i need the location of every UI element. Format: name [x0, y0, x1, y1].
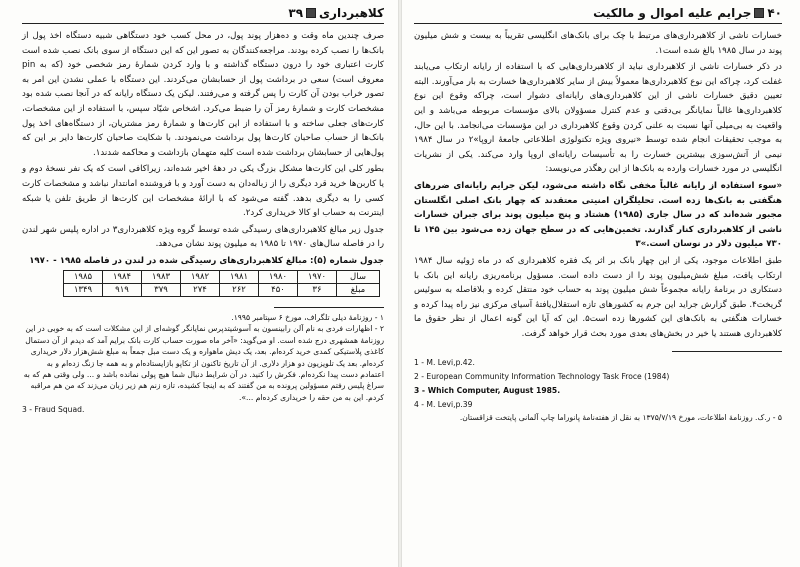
footnote: 4 - M. Levi,p.39 [414, 400, 473, 410]
footnote: 1 - M. Levi,p.42. [414, 358, 475, 368]
table-cell: ۲۷۴ [181, 283, 220, 296]
left-page-header [22, 6, 384, 24]
table-cell: ۱۹۸۲ [181, 270, 220, 283]
square-ornament-icon [306, 8, 316, 18]
right-page-header [414, 6, 782, 24]
right-page [414, 6, 782, 561]
page-number: ۴۰ [767, 6, 782, 20]
paragraph: بطور کلی این کارت‌ها مشکل بزرگ یکی در دههٔ اخیر شده‌اند، زیراکافی است که یک نفر نسخهٔ دوم و یا کاربن‌ها خرید قرد دیگری را از زباله‌دان به دست آورد و با فروشنده امانتدار نباشد و مشخصات کارت کسی را به دیگری بدهد. گفته می‌شود که با ارائهٔ مشخصات این کارت‌ها از طریق تلفن یا شبکه اینترنت به حساب او کالا خریداری کرد۲. [22, 164, 384, 219]
table-cell: ۳۷۹ [142, 283, 181, 296]
table-row [64, 283, 380, 296]
footnote-divider [274, 307, 384, 308]
footnote: 2 - European Community Information Technology Task Froce (1984) [414, 372, 670, 382]
table-title: جدول شماره (۵): مبالغ کلاهبرداری‌های رسیدگی شده در لندن در فاصله ۱۹۸۵ - ۱۹۷۰ [29, 255, 384, 266]
table-cell: ۱۹۸۰ [259, 270, 298, 283]
paragraph: در ذکر خسارات ناشی از کلاهبرداری نباید از کلاهبرداری‌هایی که با استفاده از رایانه ارتکاب می‌یابند غفلت کرد، چراکه این نوع کلاهبرداری‌ها معمولاً بیش از سایر کلاهبرداری‌ها خسارت به بار می‌آورند. البته تعیین دقیق خسارات ناشی از این کلاهبرداری‌های رایانه‌ای دشوار است، چراکه وقوع این نوع کلاهبرداری‌ها غالباً نمایانگر بی‌دقتی و عدم کنترل مسؤولان بالای مؤسسات مربوطه می‌باشد و این واقعیت به بی‌میلی آنها نسبت به علنی کردن وقوع کلاهبرداری در این مؤسسات می‌انجامد. با این حال، به موجب تحقیقات انجام شده توسط «نیروی ویژه تکنولوژی اطلاعاتی جامعهٔ اروپا»۲ در سال ۱۹۸۴ نیمی از آتش‌سوزی بیشترین خسارت را به تأسیسات رایانه‌ای اروپا وارد می‌کند. یکی از نشریات انگلیسی در مورد خسارات وارده به بانک‌ها از این رهگذر می‌نویسد: [414, 62, 782, 175]
table-cell: ۱۹۸۵ [64, 270, 103, 283]
fraud-amounts-table [63, 270, 380, 297]
right-page-body [414, 29, 782, 341]
paragraph: طبق اطلاعات موجود، یکی از این چهار بانک بر اثر یک فقره کلاهبرداری که در ماه ژوئیه سال ۱۹۸۴ ارتکاب یافت، مبلغ شش‌میلیون پوند را از دست داده است. مسؤول برنامه‌ریزی رایانه این بانک با دستکاری در برنامهٔ رایانه مجموعاً شش میلیون پوند به حساب خود منتقل کرده و بلافاصله به سوئیس گریخت۴. طبق گزارش جراید این جرم به کشورهای تازه استقلال‌یافتهٔ آسیای مرکزی نیز راه پیدا کرده و خسارات هنگفتی به بانک‌های این کشورها زده است۵. این که آیا این گونه اعمال از نظر حقوق ما کلاهبرداری هستند یا خیر در بخش‌های بعدی مورد بحث قرار خواهد گرفت. [414, 255, 783, 339]
table-cell: ۱۳۴۹ [64, 283, 103, 296]
running-title: جرایم علیه اموال و مالکیت [593, 6, 752, 20]
table-cell: ۳۶ [298, 283, 337, 296]
paragraph: جدول زیر مبالغ کلاهبرداری‌های رسیدگی شده توسط گروه ویژه کلاهبرداری۳ در اداره پلیس شهر لندن را در فاصله سال‌های ۱۹۷۰ تا ۱۹۸۵ به میلیون پوند نشان می‌دهد. [22, 224, 384, 250]
footnote: ۲ - اظهارات فردی به نام آلن رابینسون به آسوشیتدپرس نمایانگر گوشه‌ای از این مشکلات است که به خوبی در این روزنامهٔ همشهری درج شده است. او می‌گوید: «آخر ماه صورت حساب کارت بانک برایم آمد که دیدم از آن دستمال کاغذی پلاستیکی کمدی خرید کرده‌ام. بعد، یک دیش ماهواره و یک دست مبل جمعاً به مبلغ شش‌هزار دلار خریداری کرده‌ام. بعد یک تلویزیون دو هزار دلاری. از آن تاریخ تاکنون از تکاپو بازایستاده‌ام و به همه جا زنگ زده‌ام و به اعتمادم دست پیدا نکرده‌ام. فکرش را کنید. در آن شرایط دنبال شما هیچ پولی نمانده باشد و ... ولی وقتی هم که به سراغ پلیس رفتم مسؤولین پرونده به من گفتند که به اینجا کشیده، تازه زنم هم زیر زبان می‌زند که من هم مراقبه کردم. این به من حقه را خریداری کرده‌ام ...». [23, 324, 384, 402]
footnotes [414, 356, 782, 423]
table-cell: ۲۶۲ [220, 283, 259, 296]
table-cell: ۱۹۸۴ [103, 270, 142, 283]
footnotes [22, 312, 384, 417]
footnote-divider [672, 351, 782, 352]
page-number: ۳۹ [288, 6, 304, 20]
table-cell: ۱۹۸۳ [142, 270, 181, 283]
paragraph: صرف چندین ماه وقت و ده‌هزار پوند پول، در محل کسب خود دستگاهی شبیه دستگاه اخذ پول از بانک‌ها را نصب کرده بودند. مراجعه‌کنندگان به تصور این که این دستگاه از سوی بانک نصب شده است کارت اعتباری خود را درون دستگاه گذاشته و با وارد کردن شمارهٔ رمز شخصی خود (که به pin معروف است) سعی در برداشت پول از حسابشان می‌کردند. این دستگاه با عملی نشدن این امر به تصور خراب بودن آن کارت را پس گرفته و می‌رفتند. لیکن یک دستگاه رایانه که در آنجا نصب شده بود مشخصات کارت و شمارهٔ رمز آن را ضبط می‌کرد. اشخاص شیّاد سپس، با استفاده از این مشخصات، کارت‌های جعلی ساخته و با استفاده از این کارت‌ها و شمارهٔ رمز مشتریان، از دستگاه‌های اخذ پول بانک‌ها از حساب صاحبان کارت‌ها پول برداشت می‌نمودند. با شکایت صاحبان کارت‌ها دایر بر این که پول‌هایی از حسابشان برداشت شده است کلیه متهمان بازداشت و محاکمه شدند۱. [22, 31, 384, 158]
table-cell: ۱۹۷۰ [298, 270, 337, 283]
table-cell: ۱۹۸۱ [220, 270, 259, 283]
footnote: ۵ - ر.ک. روزنامهٔ اطلاعات، مورخ ۱۳۷۵/۷/۱۹ به نقل از هفته‌نامهٔ پانوراما چاپ آلمانی پایتخت قزاقستان. [459, 413, 782, 423]
footnote: ۱ - روزنامهٔ دیلی تلگراف، مورخ ۶ سپتامبر ۱۹۹۵. [231, 312, 384, 322]
row-label: سال [337, 270, 380, 283]
row-label: مبلغ [337, 283, 380, 296]
table-row [64, 270, 380, 283]
square-ornament-icon [754, 8, 764, 18]
book-gutter [398, 0, 402, 567]
table-cell: ۴۵۰ [259, 283, 298, 296]
footnote: 3 - Fraud Squad. [22, 405, 85, 415]
footnote: 3 - Which Computer, August 1985. [414, 386, 561, 396]
left-page-body [22, 29, 384, 252]
table-cell: ۹۱۹ [103, 283, 142, 296]
quoted-paragraph: «سوء استفاده از رایانه غالباً مخفی نگاه داشته می‌شود، لیکن جرایم رایانه‌ای ضررهای هنگفتی به بانک‌ها زده است. تحلیلگران امنیتی معتقدند که چهار بانک اصلی انگلستان مجبور شده‌اند که در سال جاری (۱۹۸۵) هشتاد و پنج میلیون پوند برای جبران خسارات ناشی از کلاهبرداری کنار گذارند. تخمین‌هایی که در سطح جهان زده می‌شود بین ۱۴۵ تا ۷۳۰ میلیون دلار در نوسان است.»۳ [414, 180, 782, 250]
left-page [22, 6, 384, 561]
paragraph: خسارات ناشی از کلاهبرداری‌های مرتبط با چک برای بانک‌های انگلیسی تقریباً به بیست و شش میلیون پوند در سال ۱۹۸۵ بالغ شده است۱. [414, 31, 782, 56]
running-title: کلاهبرداری [319, 6, 384, 20]
